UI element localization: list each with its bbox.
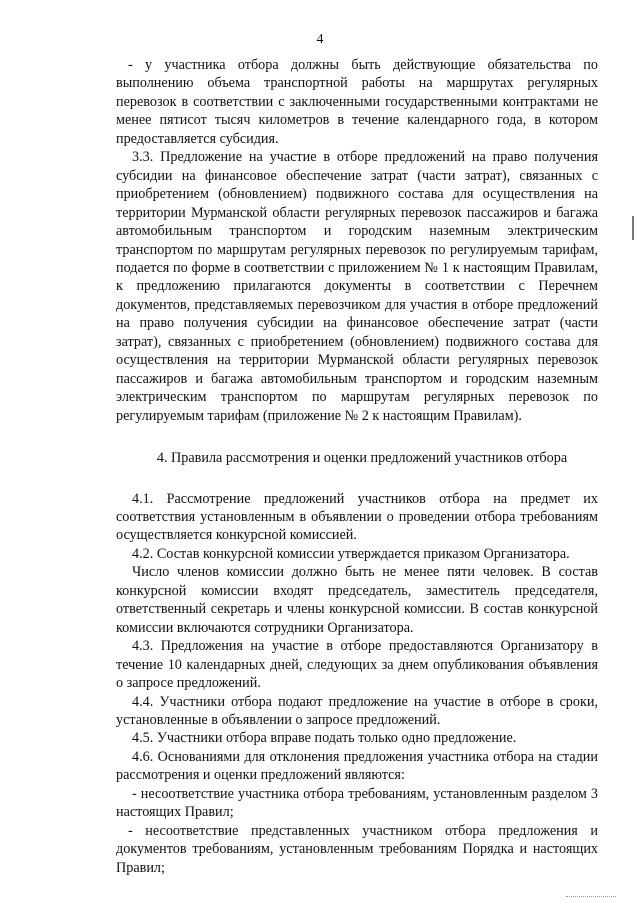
section-heading-4: 4. Правила рассмотрения и оценки предложений участников отбора bbox=[156, 450, 568, 467]
paragraph-4-4: 4.4. Участники отбора подают предложение на участие в отборе в сроки, установленные в объявлении о запросе предложений. bbox=[116, 693, 598, 728]
scan-artifact-mark bbox=[632, 216, 634, 240]
spacer bbox=[116, 425, 598, 449]
paragraph-rejection-reason-1: - несоответствие участника отбора требованиям, установленным разделом 3 настоящих Правил; bbox=[116, 785, 598, 821]
document-body bbox=[116, 56, 598, 877]
paragraph-4-1: 4.1. Рассмотрение предложений участников отбора на предмет их соответствия установленным в объявлении о проведении отбора требованиям осуществляется конкурсной комиссией. bbox=[116, 490, 598, 544]
paragraph-4-5: 4.5. Участники отбора вправе подать только одно предложение. bbox=[132, 730, 517, 747]
paragraph-4-3: 4.3. Предложения на участие в отборе предоставляются Организатору в течение 10 календарных дней, следующих за днем опубликования объявления о запросе предложений. bbox=[116, 638, 598, 692]
paragraph-4-6: 4.6. Основаниями для отклонения предложения участника отбора на стадии рассмотрения и оценки предложений являются: bbox=[116, 748, 598, 784]
paragraph-commission-members: Число членов комиссии должно быть не менее пяти человек. В состав конкурсной комиссии входят председатель, заместитель председателя, ответственный секретарь и члены конкурсной комиссии. В состав конкурсной комиссии включаются сотрудники Организатора. bbox=[116, 564, 598, 636]
paragraph-requirement-obligations: - у участника отбора должны быть действующие обязательства по выполнению объема транспортной работы на маршрутах регулярных перевозок в соответствии с заключенными государственными контрактами не менее пятисот тысяч километров в течение календарного года, в котором предоставляется субсидия. bbox=[116, 57, 598, 147]
paragraph-3-3: 3.3. Предложение на участие в отборе предложений на право получения субсидии на финансовое обеспечение затрат (части затрат), связанных с приобретением (обновлением) подвижного состава для осуществления на территории Мурманской области регулярных перевозок пассажиров и багажа автомобильным транспортом и городским наземным электрическим транспортом по маршрутам регулярных перевозок по регулируемым тарифам, подается по форме в соответствии с приложением № 1 к настоящим Правилам, к предложению прилагаются документы в соответствии с Перечнем документов, представляемых перевозчиком для участия в отборе предложений на право получения субсидии на финансовое обеспечение затрат (части затрат), связанных с приобретением (обновлением) подвижного состава для осуществления на территории Мурманской области регулярных перевозок пассажиров и багажа автомобильным транспортом и городским наземным электрическим транспортом по маршрутам регулярных перевозок по регулируемым тарифам (приложение № 2 к настоящим Правилам). bbox=[116, 149, 598, 424]
page-number: 4 bbox=[316, 32, 324, 47]
scan-artifact-line bbox=[566, 896, 616, 898]
paragraph-rejection-reason-2: - несоответствие представленных участником отбора предложения и документов требованиям, установленным требованиям Порядка и настоящих Правил; bbox=[116, 822, 598, 876]
paragraph-4-2: 4.2. Состав конкурсной комиссии утверждается приказом Организатора. bbox=[132, 545, 570, 562]
spacer bbox=[116, 468, 598, 490]
